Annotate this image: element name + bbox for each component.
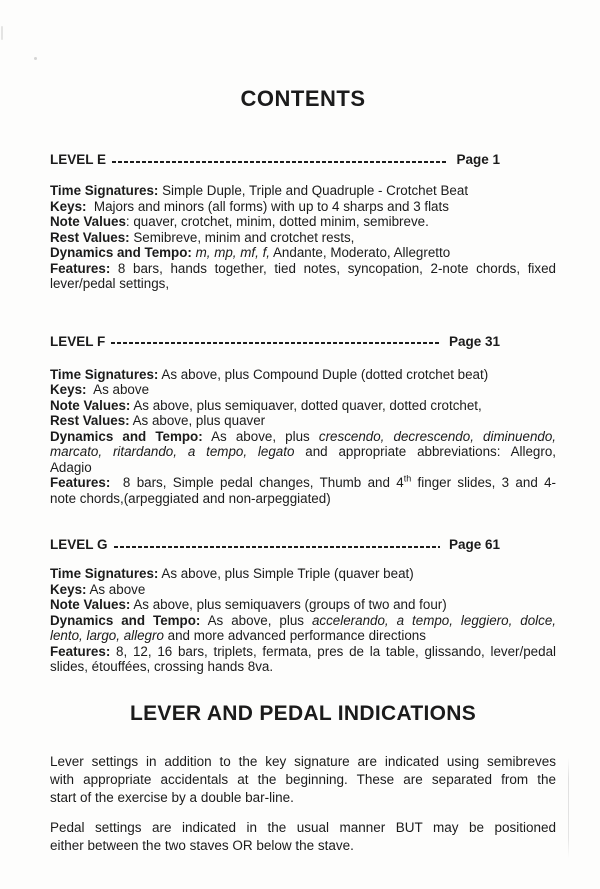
text-line [50,644,556,660]
text-line [50,659,556,675]
text-run: with appropriate accidentals at the beginning. These are separated from the [50,771,556,787]
text-run: Pedal settings are indicated in the usual manner BUT may be positioned [50,819,556,835]
text-run: As above, plus Compound Duple (dotted crotchet beat) [158,366,489,382]
bold-label: Rest Values: [50,229,130,245]
bold-label: Note Values: [50,597,131,612]
text-line [50,582,556,598]
lever-settings-paragraph [50,753,556,807]
text-line [50,367,556,383]
text-run: finger slides, 3 and 4- [411,475,556,490]
text-run: As above [86,382,150,397]
text-run: 8 bars, hands together, tied notes, syncopation, 2-note chords, fixed [110,260,556,276]
text-run: start of the exercise by a double bar-line. [50,789,294,805]
text-run: either between the two staves OR below the stave. [50,837,354,853]
bold-label: Features: [50,643,111,659]
bold-label: Features: [50,260,111,276]
text-run: slides, étouffées, crossing hands 8va. [50,659,274,674]
text-line [50,771,556,789]
text-run: As above, plus quaver [129,413,266,428]
bold-label: Dynamics and Tempo: [50,428,203,444]
text-line [50,276,556,292]
level-e-section [50,152,556,292]
level-f-details [50,367,556,507]
text-run: As above, plus Simple Triple (quaver beat) [158,566,414,581]
italic-text: crescendo, decrescendo, diminuendo, [318,428,557,444]
bold-label: Time Signatures: [50,366,159,382]
bold-label: Note Values: [50,397,131,413]
text-run: Semibreve, minim and crotchet rests, [129,229,355,245]
text-run: : quaver, crotchet, minim, dotted minim, semibreve. [125,214,429,229]
level-e-page-number: Page 1 [456,152,500,167]
text-line [50,261,556,277]
bold-label: Rest Values: [50,413,130,428]
scan-artifact [1,26,3,40]
text-run: Simple Duple, Triple and Quadruple - Crotchet Beat [158,183,469,198]
text-run: As above, plus [200,612,312,628]
text-line [50,230,556,246]
level-f-section [50,334,556,507]
text-line [50,199,556,215]
text-line [50,819,556,837]
text-line [50,837,556,855]
text-line [50,398,556,414]
level-g-name: LEVEL G [50,537,108,552]
scan-artifact [568,758,569,858]
level-e-name: LEVEL E [50,152,107,167]
level-g-page-number: Page 61 [448,537,500,552]
section-title: LEVER AND PEDAL INDICATIONS [129,701,477,725]
text-line [50,789,556,807]
text-line [50,413,556,429]
scan-artifact [34,57,37,60]
dash-leader [114,546,440,548]
text-run: Majors and minors (all forms) with up to 4 sharps and 3 flats [86,198,449,214]
text-line [50,597,556,613]
dash-leader [111,342,440,344]
bold-label: Time Signatures: [50,566,159,581]
level-f-page-number: Page 31 [448,333,500,349]
bold-label: Keys: [50,382,87,397]
text-run: note chords,(arpeggiated and non-arpeggiated) [50,490,331,506]
text-line [50,475,556,491]
text-line [50,613,556,629]
text-run: Adagio [50,459,92,475]
text-line [50,444,556,460]
level-e-details [50,183,556,292]
text-run: As above, plus semiquavers (groups of two and four) [130,597,447,612]
bold-label: Dynamics and Tempo: [50,612,201,628]
superscript-text: th [403,473,412,484]
text-run: As above, plus [202,428,319,444]
italic-text: accelerando, a tempo, leggiero, dolce, [311,612,557,628]
text-run: and more advanced performance directions [163,628,426,643]
text-line [50,753,556,771]
page-title: CONTENTS [240,86,366,111]
text-line [50,460,556,476]
text-line [50,214,556,230]
text-run: and appropriate abbreviations: Allegro, [294,444,556,459]
text-run: Lever settings in addition to the key signature are indicated using semibreves [50,753,556,769]
dash-leader [112,161,447,163]
italic-text: lento, largo, allegro [50,628,164,643]
text-run: Andante, Moderato, Allegretto [270,245,451,260]
bold-label: Dynamics and Tempo: [50,245,192,260]
text-line [50,382,556,398]
text-line [50,429,556,445]
bold-label: Keys: [50,198,87,214]
text-line [50,183,556,199]
text-line [50,245,556,261]
level-g-details [50,566,556,675]
level-g-header [50,537,556,553]
bold-label: Features: [50,475,111,490]
text-line [50,566,556,582]
italic-text: marcato, ritardando, a tempo, legato [50,444,295,459]
level-e-header [50,152,556,168]
text-run: 8, 12, 16 bars, triplets, fermata, pres de la table, glissando, lever/pedal [110,643,556,659]
bold-label: Time Signatures: [50,183,159,198]
text-run: lever/pedal settings, [50,276,170,291]
text-line [50,628,556,644]
level-f-header [50,334,556,350]
text-run: As above [86,581,146,597]
level-f-name: LEVEL F [50,333,106,349]
bold-label: Keys: [50,581,87,597]
text-run: As above, plus semiquaver, dotted quaver, dotted crotchet, [130,397,482,413]
text-run: 8 bars, Simple pedal changes, Thumb and 4 [110,475,404,490]
pedal-settings-paragraph [50,819,556,855]
bold-label: Note Values [50,214,126,229]
level-g-section [50,537,556,675]
italic-text: m, mp, mf, f, [195,245,271,260]
text-line [50,491,556,507]
